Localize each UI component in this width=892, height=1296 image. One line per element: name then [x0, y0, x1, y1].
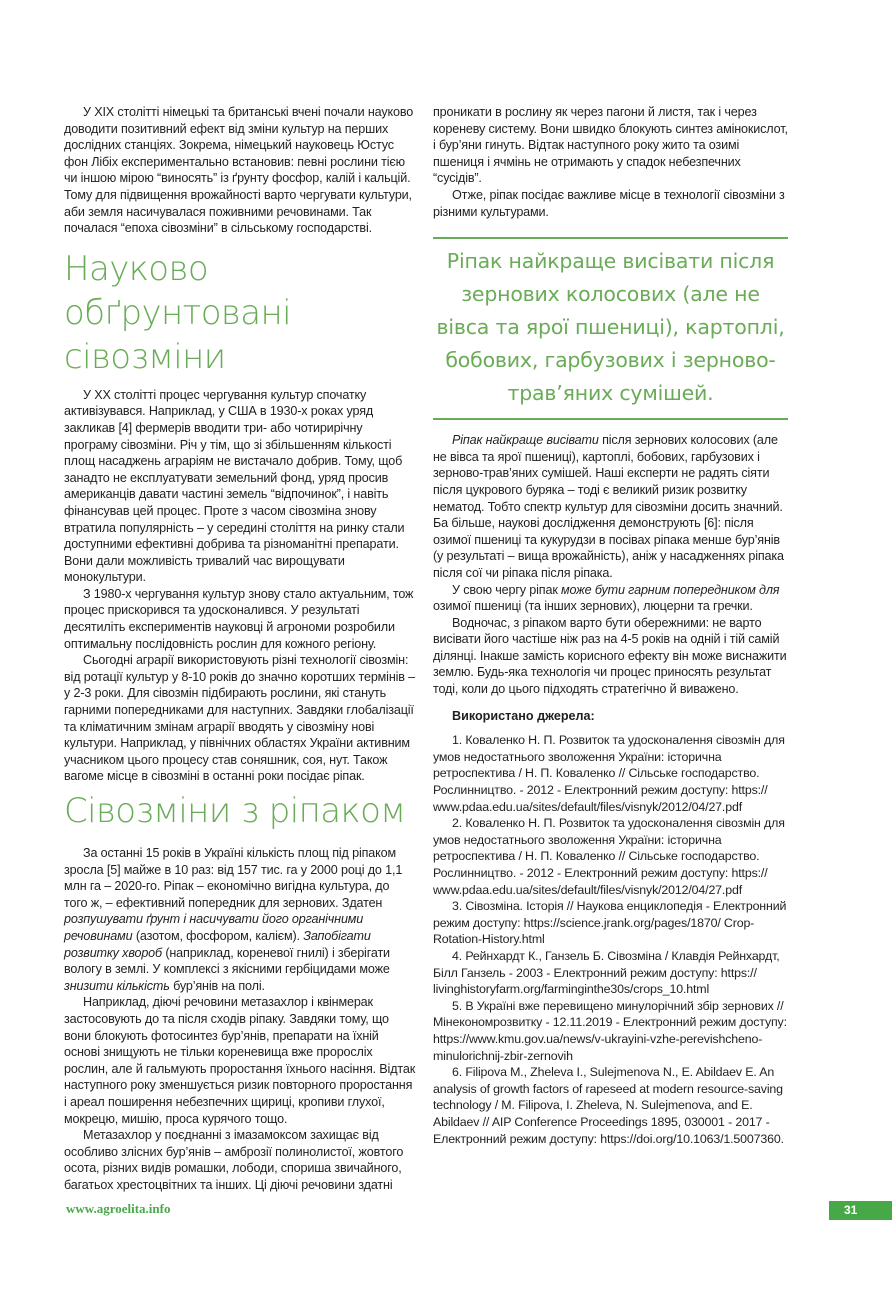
emphasis-text: може бути гарним попередником для — [561, 582, 780, 597]
source-item: 1. Коваленко Н. П. Розвиток та удосконалення сівозмін для умов недостатнього зволоження України: історична ретроспектива / Н. П. Коваленко // Сільське господарство. Рослинництво. - 2012 - Електронний режим доступу: https:// www.pdaa.edu.ua/sites/default/files/visnyk/2012/04/27.pdf — [433, 733, 785, 814]
source-item: 6. Filipova M., Zheleva I., Sulejmenova N., E. Abildaev E. An analysis of growth factors of rapeseed at modern resource-saving technology / M. Filipova, I. Zheleva, N. Sulejmenova, and E. Abildaev // AIP Conference Proceedings 1895, 030001 - 2017 - Електронний режим доступу: https://doi.org/10.1063/1.5007360. — [433, 1065, 784, 1146]
right-column — [433, 104, 788, 1147]
emphasis-text: Запобігати розвитку хвороб — [64, 928, 371, 960]
page-number-badge: 31 — [829, 1201, 892, 1220]
text-run: (азотом, фосфором, калієм). — [132, 928, 304, 943]
emphasis-text: Ріпак найкраще висівати — [452, 433, 599, 448]
source-item: 5. В Україні вже перевищено минулорічний збір зернових // Мінекономрозвитку - 12.11.2019 - Електронний режим доступу: https://www.kmu.gov.ua/news/v-ukrayini-vzhe-perevishcheno-minulorichnij-zbir-zernovih — [433, 998, 787, 1063]
body-paragraph: Наприклад, діючі речовини метазахлор і квінмерак застосовують до та після сходів ріпаку. Завдяки тому, що вони блокують фотосинтез бур’янів, препарати на їхній основі знищують не тільки кореневища вже проросліх рослин, але й гальмують проростання їхнього насіння. Відтак наступного року зменшується ризик повторного проростання і ареал поширення небезпечних щириці, кропиви глухої, мокрецю, мишію, проса курячого тощо. — [64, 995, 416, 1126]
text-run: бур’янів на полі. — [169, 978, 265, 993]
left-column — [64, 104, 416, 1193]
text-run: За останні 15 років в Україні кількість площ під ріпаком зросла [5] майже в 10 раз: від 157 тис. га у 2000 році до 1,1 млн га – 2020-го. Ріпак – економічно вигідна культура, до того ж, – ефективний попередник для зернових. Здатен — [64, 846, 403, 910]
body-paragraph: Метазахлор у поєднанні з імазамоксом захищає від особливо злісних бур’янів – амброзії полинолистої, жовтого осота, різних видів ромашки, лободи, спориша звичайного, багатьох хрестоцвітних та інших. Ці діючі речовини здатні — [64, 1128, 404, 1192]
source-item: 2. Коваленко Н. П. Розвиток та удосконалення сівозмін для умов недостатнього зволоження України: історична ретроспектива / Н. П. Коваленко // Сільське господарство. Рослинництво. - 2012 - Електронний режим доступу: https:// www.pdaa.edu.ua/sites/default/files/visnyk/2012/04/27.pdf — [433, 816, 785, 897]
body-paragraph: Водночас, з ріпаком варто бути обережними: не варто висівати його частіше ніж раз на 4-5 років на одній і тій самій ділянці. Інакше замість корисного ефекту він може виснажити землю. Будь-яка технологія чи процес приносять результат тоді, коли до цього підходять стратегічно й виважено. — [433, 615, 787, 697]
source-item: 4. Рейнхардт К., Ганзель Б. Сівозміна / Клавдія Рейнхардт, Білл Ганзель - 2003 - Електронний режим доступу: https:// livinghistoryfarm.org/farminginthe30s/crops_10.html — [433, 948, 780, 997]
intro-paragraph: У XIX столітті німецькі та британські вчені почали науково доводити позитивний ефект від зміни культур на перших дослідних станціях. Зокрема, німецький науковець Юстус фон Лібіх експериментально встановив: певні рослини тією чи іншою мірою “виносять” із ґрунту фосфор, калій і кальцій. Тому для підвищення врожайності варто чергувати культури, аби земля насичувалася поживними речовинами. Так почалася “епоха сівозміни” в сільському господарстві. — [64, 105, 414, 236]
body-paragraph: Отже, ріпак посідає важливе місце в технології сівозміни з різними культурами. — [433, 187, 785, 219]
section-heading-rapeseed-rotations: Сівозміни з ріпаком — [64, 791, 406, 831]
emphasis-text: розпушувати ґрунт і насичувати його органічними речовинами — [64, 912, 364, 943]
body-paragraph: У XX столітті процес чергування культур спочатку активізувався. Наприклад, у США в 1930-х роках уряд закликав [4] фермерів вводити три- або чотирирічну програму сівозміни. Річ у тім, що зі збільшенням кількості площ насаджень аграріям не вистачало добрив. Тому, щоб занадто не експлуатувати земельний фонд, уряд просив американців давати частині земель “відпочинок”, і навіть фінансував цей процес. Проте з часом сівозміна знову втратила популярність – у середині століття на ринку стали доступними ефективні добрива та різноманітні препарати. Вони дали можливість тривалий час вирощувати монокультури. — [64, 387, 405, 585]
body-paragraph — [433, 432, 788, 581]
text-run: озимої пшениці (та інших зернових), люцерни та гречки. — [433, 599, 753, 614]
section-heading-scientific-rotations: Науково обґрунтовані сівозміни — [64, 248, 291, 377]
pull-quote: Ріпак найкраще висівати після зернових колосових (але не вівса та ярої пшениці), картоплі, бобових, гарбузових і зерново-трав’яних сумішей. — [433, 237, 788, 420]
body-paragraph: З 1980-х чергування культур знову стало актуальним, тож процес прискорився та удосконалився. У результаті десятиліть експериментів науковці й агрономи розробили оптимальну послідовність рослин для кожного регіону. — [64, 586, 414, 651]
emphasis-text: знизити кількість — [64, 978, 170, 993]
sources-heading: Використано джерела: — [452, 708, 595, 723]
body-paragraph: Сьогодні аграрії використовують різні технології сівозмін: від ротації культур у 8-10 років до значно коротших термінів – у 2-3 роки. Для сівозмін підбирають рослини, які стануть гарними попередниками для наступних. Завдяки глобалізації та кліматичним змінам аграрії вводять у сівозміну нові культури. Наприклад, у північних областях України активним учасником цього процесу став соняшник, соя, нут. Також вагоме місце в сівозміні в останні роки посідає ріпак. — [64, 653, 416, 784]
source-item: 3. Сівозміна. Історія // Наукова енциклопедія - Електронний режим доступу: https://science.jrank.org/pages/1870/ Crop-Rotation-History.html — [433, 899, 787, 947]
body-paragraph — [433, 582, 788, 615]
text-run: (наприклад, кореневої гнилі) і зберігати вологу в землі. У комплексі з якісними гербіцидами може — [64, 945, 390, 977]
body-paragraph — [64, 845, 416, 994]
continuation-paragraph: проникати в рослину як через пагони й листя, так і через кореневу систему. Вони швидко блокують синтез амінокислот, і бур’яни гинуть. Відтак наступного року жито та озимі пшениця і ячмінь не отримають у спадок небезпечних “сусідів”. — [433, 105, 788, 186]
text-run: після зернових колосових (але не вівса та ярої пшениці), картоплі, бобових, гарбузових і зерново-трав’яних сумішей. Наші експерти не радять сіяти після цукрового буряка – тоді є великий ризик розвитку нематод. Тобто спектр культур для сівозміни досить значний. Ба більше, наукові дослідження демонструють [6]: після озимої пшениці та кукурудзи в посівах ріпака менше бур’янів (у результаті – вища врожайність), аніж у насадженнях ріпака після сої чи ріпака після ріпака. — [433, 433, 784, 580]
footer-website-link[interactable]: www.agroelita.info — [66, 1201, 171, 1216]
text-run: У свою чергу ріпак — [452, 582, 562, 597]
